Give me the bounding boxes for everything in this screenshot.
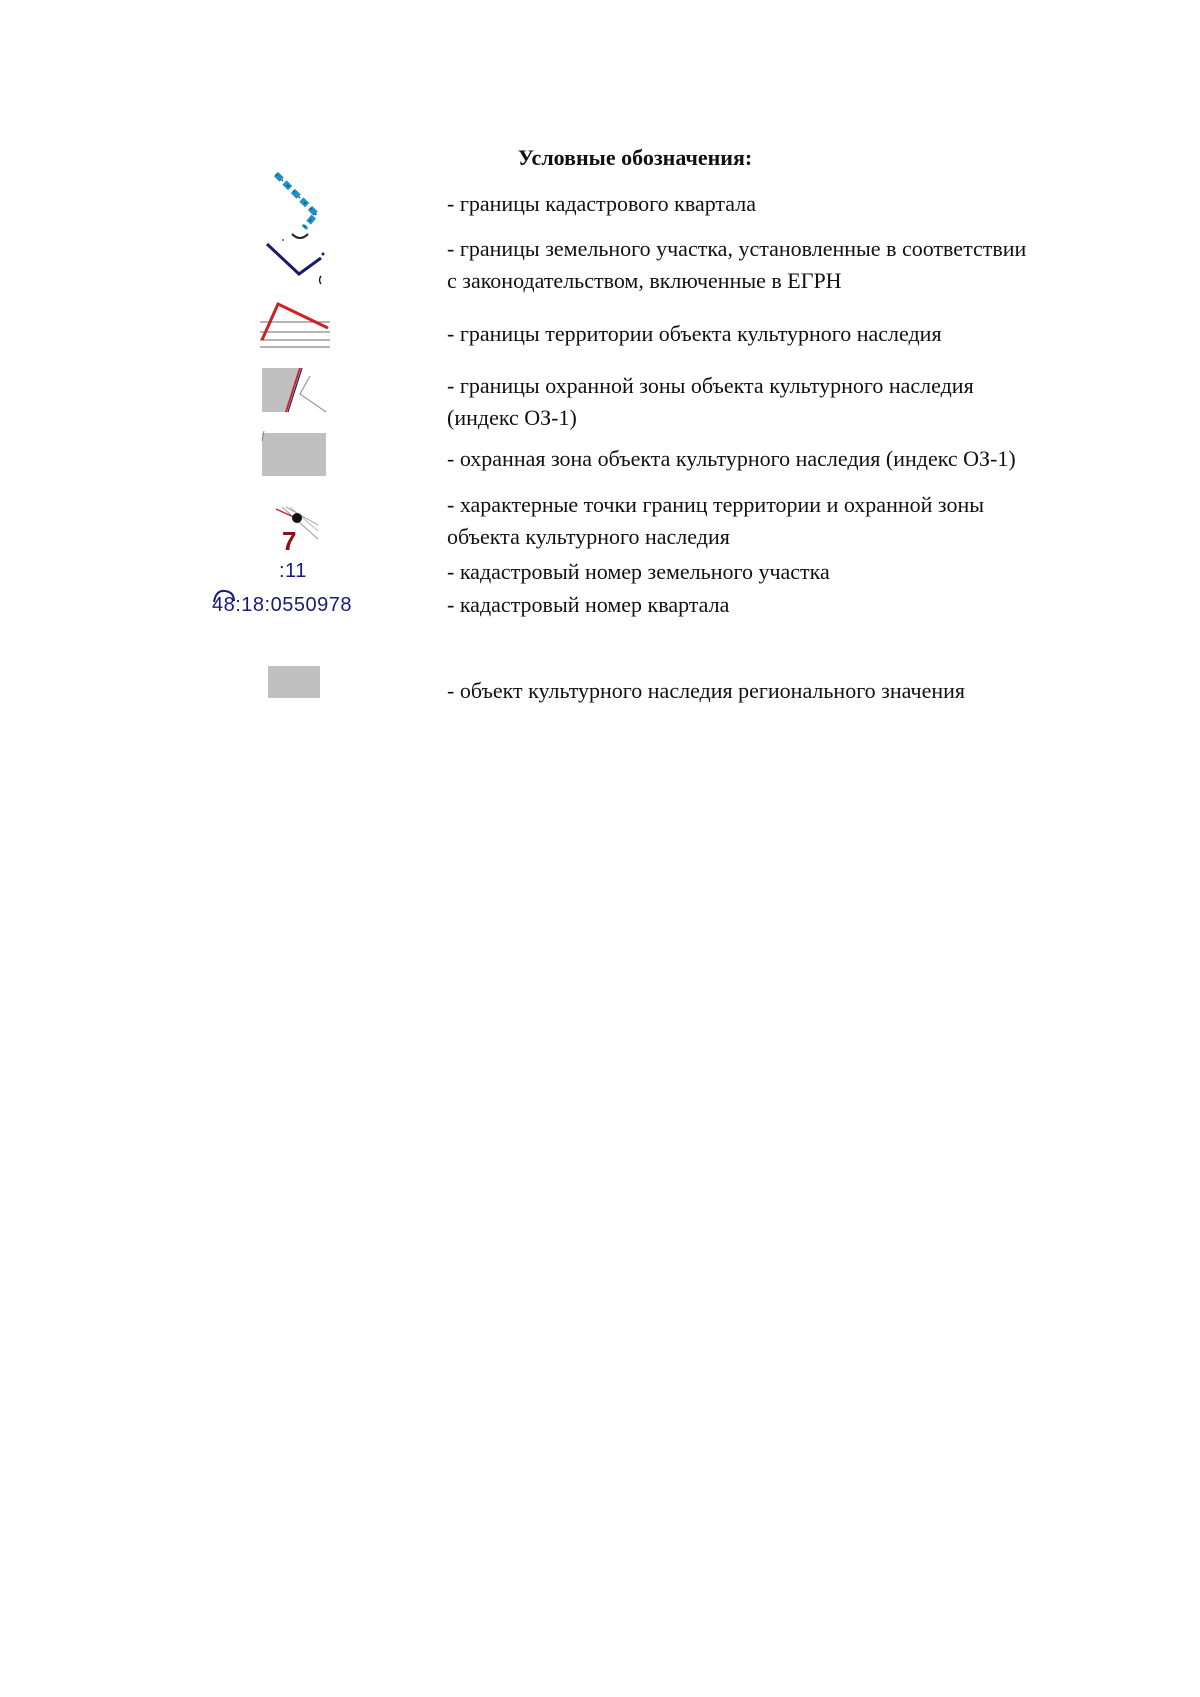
legend-item-cadastral-quarter-boundary: - границы кадастрового квартала [447, 191, 756, 216]
heritage-territory-boundary-symbol [260, 300, 332, 350]
legend-item-quarter-number: - кадастровый номер квартала [447, 592, 730, 617]
land-plot-number-sample: :11 [279, 560, 307, 582]
legend-item-land-plot-boundary-line1: - границы земельного участка, установленные в соответствии [447, 236, 1027, 261]
characteristic-point-label: 7 [282, 526, 297, 556]
legend-item-protection-zone: - охранная зона объекта культурного наследия (индекс ОЗ-1) [447, 446, 1016, 471]
legend-item-regional-heritage-object: - объект культурного наследия регионального значения [447, 678, 966, 703]
legend-title: Условные обозначения: [517, 145, 753, 170]
quarter-number-sample: 48:18:0550978 [212, 594, 352, 616]
land-plot-boundary-symbol [263, 240, 333, 285]
cadastral-quarter-boundary-symbol [268, 170, 328, 240]
protection-zone-symbol [262, 431, 328, 477]
legend-item-heritage-territory-boundary: - границы территории объекта культурного наследия [447, 321, 942, 346]
legend-item-characteristic-points-line1: - характерные точки границ территории и охранной зоны [447, 492, 985, 517]
protection-zone-boundary-symbol [262, 366, 328, 414]
legend-item-land-plot-boundary-line2: с законодательством, включенные в ЕГРН [447, 268, 842, 293]
quarter-number-mark-icon [212, 588, 242, 608]
legend-item-protection-zone-boundary-line1: - границы охранной зоны объекта культурного наследия [447, 373, 974, 398]
legend-item-characteristic-points-line2: объекта культурного наследия [447, 524, 730, 549]
legend-item-protection-zone-boundary-line2: (индекс ОЗ-1) [447, 405, 577, 430]
legend-item-land-plot-number: - кадастровый номер земельного участка [447, 559, 830, 584]
characteristic-point-symbol [272, 505, 322, 555]
regional-heritage-object-symbol [268, 666, 322, 700]
